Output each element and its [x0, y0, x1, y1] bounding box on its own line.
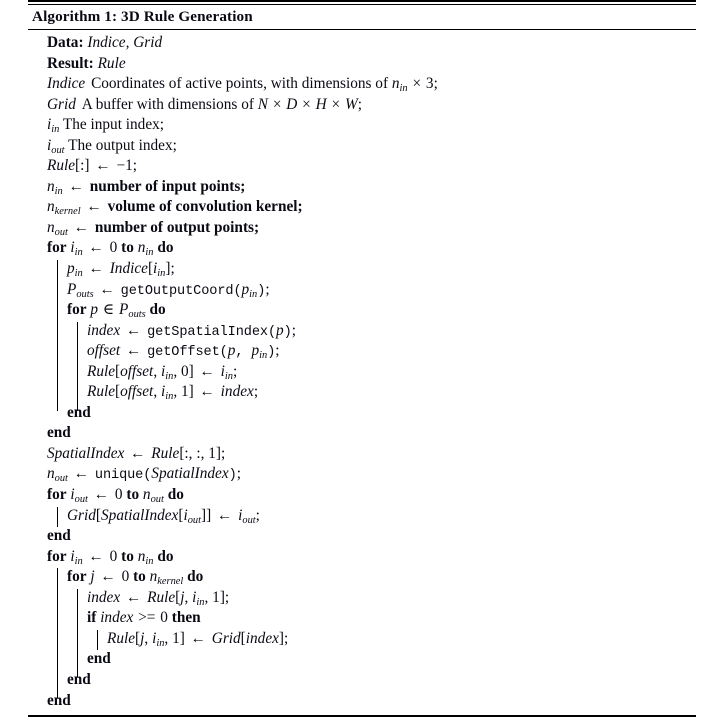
declaration-i-out	[28, 136, 696, 157]
declaration-i-in	[28, 115, 696, 136]
code-line-l07: $P_{outs}$ ← $getOutputCoord(p_{in})$;	[67, 280, 270, 300]
code-line-l11: Rule[offset, $i_{in}$, 0] ← $i_{in}$;	[87, 362, 238, 382]
code-line-l14: end	[47, 424, 71, 442]
code-line-l01: Rule[:] ← −1;	[47, 157, 137, 175]
code-line-l03: $n_{kernel}$ ← volume of convolution kernel;	[47, 198, 303, 218]
data-label: Data:	[47, 34, 84, 51]
code-line-l25: end	[87, 650, 111, 668]
bottom-thick-rule	[28, 715, 696, 717]
block-if-body	[28, 629, 696, 650]
code-line-l26: end	[67, 670, 91, 688]
code-line-l22: index ← Rule[j, $i_{in}$, 1];	[87, 588, 230, 608]
code-line-l19: end	[47, 527, 71, 545]
decl-var-grid: Grid	[47, 95, 76, 113]
algorithm-body	[28, 30, 696, 713]
result-line	[28, 54, 696, 75]
code-line-l23: if index >= 0 then	[87, 609, 201, 627]
decl-text-indice: Coordinates of active points, with dimensions of	[91, 75, 389, 93]
code-line-l27: end	[47, 691, 71, 709]
block-inner-for-p	[28, 321, 696, 403]
declaration-indice	[28, 74, 696, 95]
data-line	[28, 33, 696, 54]
code-line-l08: for p ∈ $P_{outs}$ do	[67, 301, 166, 321]
code-line-l06: $p_{in}$ ← $Indice[i_{in}]$;	[67, 260, 175, 279]
code-line-l12: Rule[offset, $i_{in}$, 1] ← index;	[87, 383, 259, 403]
result-label: Result:	[47, 54, 94, 72]
decl-dims-grid: N × D × H × W;	[257, 95, 362, 113]
decl-var-indice: Indice	[47, 75, 86, 93]
code-line-l17: for $i_{out}$ ← 0 to $n_{out}$ do	[47, 486, 184, 505]
code-line-l04: $n_{out}$ ← number of output points;	[47, 218, 260, 238]
block-outer-for	[28, 259, 696, 423]
decl-text-i-out: The output index;	[68, 136, 177, 154]
code-line-l10: offset ← getOffset(p, $p_{in}$);	[87, 342, 280, 362]
code-line-l16: $n_{out}$ ← unique(SpatialIndex);	[47, 465, 241, 485]
code-line-l20: for $i_{in}$ ← 0 to $n_{in}$ do	[47, 547, 174, 567]
code-line-l05: for $i_{in}$ ← 0 to $n_{in}$ do	[47, 239, 174, 259]
decl-text-i-in: The input index;	[62, 116, 165, 134]
code-line-l09: index ← getSpatialIndex(p);	[87, 321, 296, 340]
algorithm-block	[28, 0, 696, 717]
result-value: Rule	[97, 54, 126, 72]
block-second-outer-for	[28, 567, 696, 690]
decl-var-i-in: $i_{in}$	[47, 116, 60, 136]
data-value: Indice, Grid	[87, 34, 163, 51]
code-line-l15: SpatialIndex ← Rule[:, :, 1];	[47, 444, 226, 462]
block-for-i-out	[28, 506, 696, 527]
code-line-l21: for j ← 0 to $n_{kernel}$ do	[67, 568, 204, 588]
decl-var-i-out: $i_{out}$	[47, 136, 65, 156]
code-line-l02: $n_{in}$ ← number of input points;	[47, 177, 246, 197]
decl-dims-indice: $n_{in} \times 3$;	[391, 75, 438, 94]
block-for-j	[28, 588, 696, 670]
code-line-l13: end	[67, 403, 91, 421]
decl-text-grid: A buffer with dimensions of	[81, 95, 254, 113]
algorithm-title: Algorithm 1: 3D Rule Generation	[32, 8, 253, 25]
code-line-l24: Rule[j, $i_{in}$, 1] ← Grid[index];	[107, 629, 289, 649]
declaration-grid	[28, 95, 696, 116]
bottom-rule-wrapper	[28, 713, 696, 717]
code-line-l18: $Grid[SpatialIndex[i_{out}]]$ ← $i_{out}$;	[67, 506, 260, 526]
